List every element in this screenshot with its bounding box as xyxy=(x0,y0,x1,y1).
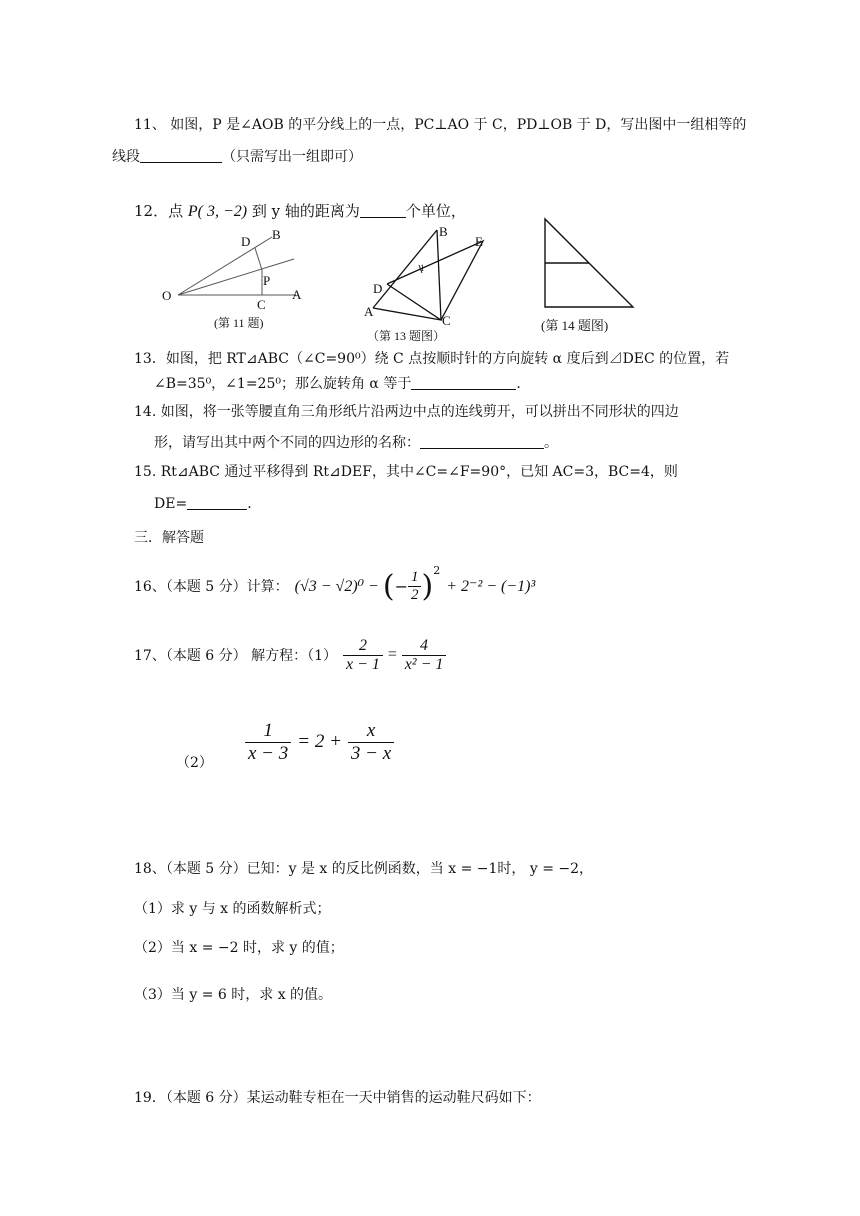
figure-13 xyxy=(355,218,505,346)
fig13-label-c: C xyxy=(442,313,451,328)
q14-line2 xyxy=(154,432,558,452)
q16-minus: − xyxy=(394,576,408,596)
fig13-caption: （第 13 题图） xyxy=(367,329,446,343)
q16-paren-close: ) xyxy=(421,568,434,604)
q17-eq2-right-den: 3 − x xyxy=(348,742,394,765)
q17-part2-label: （2） xyxy=(176,755,213,771)
q12-post: 个单位， xyxy=(405,202,466,220)
q18-item3: （3）当 y = 6 时，求 x 的值。 xyxy=(134,987,333,1003)
q18-line1: 18、（本题 5 分）已知：y 是 x 的反比例函数，当 x = −1时， y = −2， xyxy=(134,861,594,877)
figure-11 xyxy=(150,218,320,336)
q17-eq2-right-fraction xyxy=(348,720,394,765)
q15-line1: 15. Rt⊿ABC 通过平移得到 Rt⊿DEF，其中∠C=∠F=90°，已知 AC=3，BC=4，则 xyxy=(134,464,678,480)
q14-line2-pre: 形，请写出其中两个不同的四边形的名称： xyxy=(154,435,420,451)
figure-14 xyxy=(535,214,645,338)
q14-answer-blank[interactable] xyxy=(420,434,544,449)
q18-item1: （1）求 y 与 x 的函数解析式； xyxy=(134,901,331,917)
q17-eq1-left-num: 2 xyxy=(358,636,367,654)
q12-mid: 到 y 轴的距离为 xyxy=(251,202,360,220)
q13-line2-pre: ∠B=35⁰，∠1=25⁰；那么旋转角 α 等于 xyxy=(154,376,412,392)
q17-eq2-left-fraction xyxy=(245,720,291,765)
q13-line2 xyxy=(154,373,521,393)
q16-frac-den: 2 xyxy=(408,586,422,604)
section-3-heading: 三．解答题 xyxy=(134,530,204,546)
q17-label: 17、（本题 6 分） 解方程：（1） xyxy=(134,648,337,664)
q11-answer-blank[interactable] xyxy=(140,148,222,163)
fig11-label-d: D xyxy=(241,234,251,249)
q13-line2-post: . xyxy=(516,376,521,392)
q16-paren-open: ( xyxy=(382,568,395,604)
fig11-segment-pd xyxy=(255,248,262,270)
fig11-label-b: B xyxy=(272,227,281,242)
q16-expr-b: + 2⁻² − (−1)³ xyxy=(446,578,536,595)
fig13-triangle-dec xyxy=(387,241,483,320)
q17-eq2-left-den: x − 3 xyxy=(245,742,291,765)
q13-answer-blank[interactable] xyxy=(411,375,516,390)
q12-answer-blank[interactable] xyxy=(360,203,406,218)
q17-eq1-left-fraction xyxy=(343,637,383,674)
fig11-label-a: A xyxy=(292,287,302,302)
q16-frac-num: 1 xyxy=(410,568,419,585)
fig11-bisector xyxy=(178,259,294,295)
fig13-label-b: B xyxy=(439,224,448,239)
q16-exponent: 2 xyxy=(433,564,441,577)
q17-eq1-left-den: x − 1 xyxy=(343,655,383,674)
q17-eq1-equals: = xyxy=(386,646,398,663)
q17-eq2-mid: = 2 + xyxy=(297,731,342,752)
q16-expr-a: (√3 − √2)⁰ − xyxy=(294,578,379,595)
q17-eq2-left-num: 1 xyxy=(263,719,273,741)
q17-eq2-right-num: x xyxy=(366,719,376,741)
q15-answer-blank[interactable] xyxy=(187,495,247,510)
q17-eq1-right-fraction xyxy=(402,637,447,674)
q18-item2: （2）当 x = −2 时，求 y 的值； xyxy=(134,940,344,956)
fig11-label-c: C xyxy=(257,297,266,312)
q16-label: 16、（本题 5 分）计算： xyxy=(134,579,289,595)
fig13-label-d: D xyxy=(373,281,383,296)
q11-line2-post: （只需写出一组即可） xyxy=(222,149,362,165)
q14-line2-post: 。 xyxy=(544,435,558,451)
q11-line2 xyxy=(112,146,362,166)
fig13-label-a: A xyxy=(364,304,374,319)
q13-line1: 13．如图，把 RT⊿ABC（∠C=90⁰）绕 C 点按顺时针的方向旋转 α 度后到⊿DEC 的位置，若 xyxy=(134,351,730,367)
q15-line2-post: . xyxy=(247,496,252,512)
q11-line2-pre: 线段 xyxy=(112,149,140,165)
fig11-ray-ob xyxy=(178,237,272,295)
fig14-caption: (第 14 题图) xyxy=(541,318,609,333)
q19-line1: 19．（本题 6 分）某运动鞋专柜在一天中销售的运动鞋尺码如下： xyxy=(134,1090,541,1106)
q17-eq1-right-den: x² − 1 xyxy=(402,655,447,674)
fig11-label-o: O xyxy=(162,288,172,303)
q17 xyxy=(134,628,446,682)
q15-line2 xyxy=(154,495,252,512)
fig13-label-1: 1 xyxy=(420,263,425,273)
q16-fraction xyxy=(408,569,422,604)
q11-line1: 11、 如图，P 是∠AOB 的平分线上的一点，PC⊥AO 于 C，PD⊥OB 于 D，写出图中一组相等的 xyxy=(134,117,747,133)
q12-point: P( 3, −2) xyxy=(187,203,248,220)
fig11-caption: (第 11 题) xyxy=(214,316,264,330)
q14-line1: 14. 如图，将一张等腰直角三角形纸片沿两边中点的连线剪开，可以拼出不同形状的四边 xyxy=(134,404,679,420)
q17-eq2 xyxy=(245,712,394,772)
q17-eq1-right-num: 4 xyxy=(420,636,429,654)
fig11-label-p: P xyxy=(263,273,271,288)
fig13-label-e: E xyxy=(475,234,483,249)
q15-line2-pre: DE= xyxy=(154,496,188,512)
q12-pre: 12．点 xyxy=(134,202,184,220)
q16 xyxy=(134,562,535,610)
